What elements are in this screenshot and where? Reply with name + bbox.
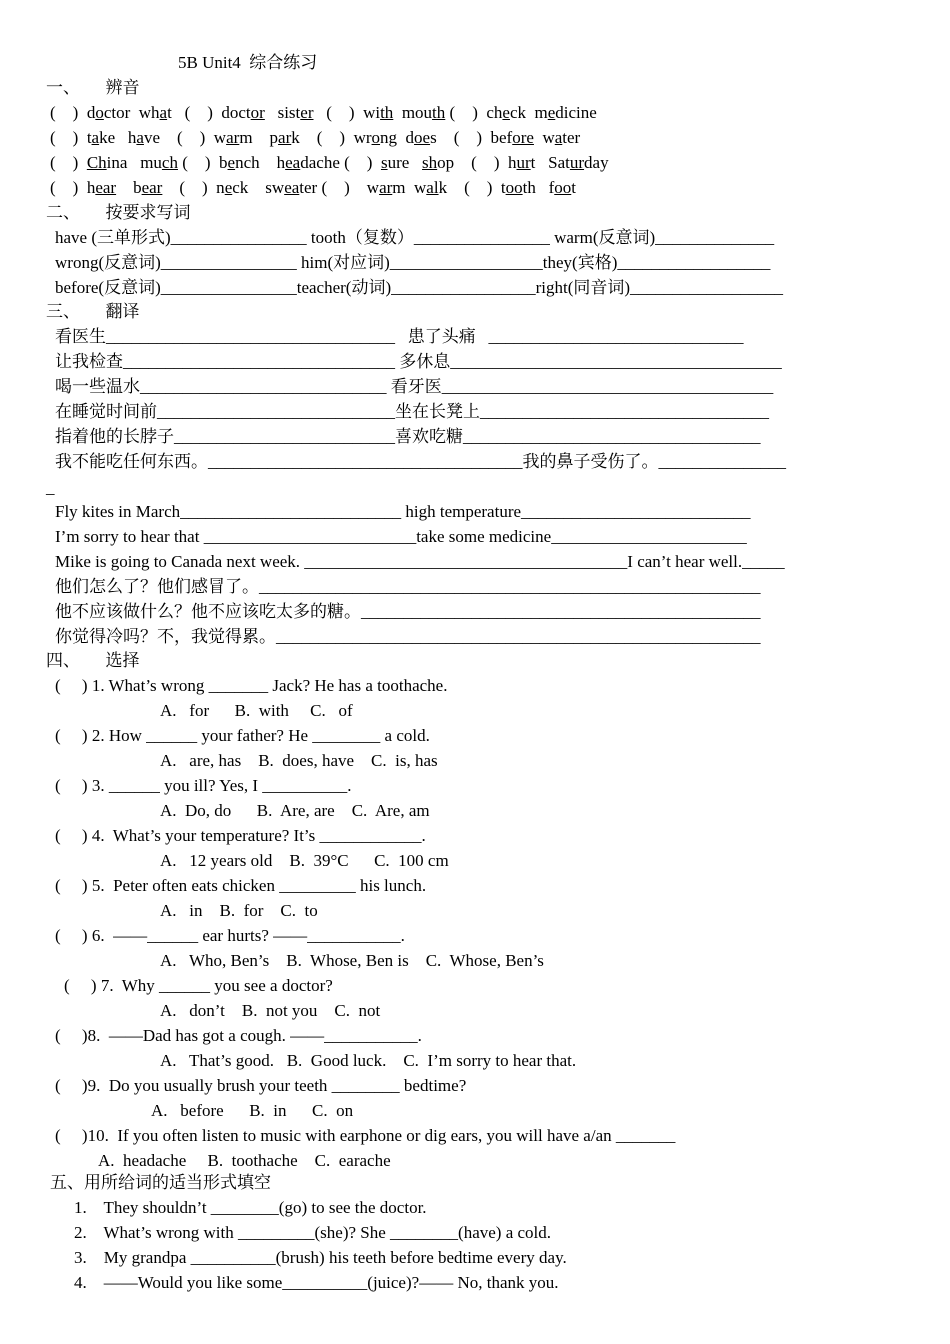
underlined-letters: a [159,103,168,122]
translate-line: 他们怎么了？他们感冒了。___________________________________________________________ [55,577,761,596]
underlined-letters: ar [379,178,393,197]
translate-line: I’m sorry to hear that _________________________take some medicine_______________________ [55,527,747,546]
choice-options: A. don’t B. not you C. not [160,1001,381,1020]
section-heading-fill: 五、用所给词的适当形式填空 [50,1173,271,1192]
phonics-text: mou [393,103,433,122]
phonics-text: ( ) wi [313,103,381,122]
choice-question: ( ) 1. What’s wrong _______ Jack? He has a toothache. [55,676,448,695]
choice-options: A. That’s good. B. Good luck. C. I’m sorry to hear that. [160,1051,577,1070]
phonics-text: nch h [235,153,286,172]
phonics-text: k ( ) t [438,178,506,197]
phonics-text: ter ( ) w [299,178,380,197]
phonics-text: ina mu [106,153,162,172]
phonics-text: sist [264,103,301,122]
phonics-text: ctor wh [103,103,160,122]
translate-line: 喝一些温水_____________________________ 看牙医_______________________________________ [55,377,774,396]
underlined-letters: e [502,103,510,122]
underlined-letters: o [371,128,381,147]
phonics-text: w [533,128,555,147]
underlined-letters: sh [422,153,438,172]
phonics-line [50,102,597,124]
underlined-letters: ea [284,178,300,197]
fill-line: 2. What’s wrong with _________(she)? She ________(have) a cold. [74,1223,552,1242]
phonics-text: b [116,178,142,197]
choice-question: ( )8. ——Dad has got a cough. ——___________. [55,1026,422,1045]
worksheet-title: 5B Unit4 综合练习 [178,53,318,72]
translate-line: 在睡觉时间前____________________________坐在长凳上__________________________________ [55,402,769,421]
underlined-letters: er [300,103,314,122]
section-heading-write-words: 二、 按要求写词 [46,203,191,222]
underlined-letters: Ch [86,153,107,172]
phonics-text: k ( ) wr [291,128,372,147]
underlined-letters: ur [516,153,531,172]
phonics-text: dache ( ) [300,153,381,172]
choice-question: ( ) 5. Peter often eats chicken _________ his lunch. [55,876,427,895]
phonics-line [50,127,580,149]
underlined-letters: s [380,153,388,172]
translate-line: _ [46,478,55,497]
underlined-letters: a [91,128,100,147]
choice-options: A. 12 years old B. 39°C C. 100 cm [160,851,449,870]
choice-question: ( ) 7. Why ______ you see a doctor? [64,976,333,995]
underlined-letters: ea [285,153,301,172]
underlined-letters: ch [161,153,178,172]
underlined-letters: or [250,103,265,122]
write-word-line: have (三单形式)________________ tooth（复数）________________ warm(反意词)______________ [55,228,775,247]
section-heading-phonics: 一、 辨音 [46,78,140,97]
choice-options: A. before B. in C. on [151,1101,354,1120]
translate-line: 我不能吃任何东西。_____________________________________我的鼻子受伤了。_______________ [55,452,786,471]
underlined-letters: e [227,153,236,172]
translate-line: 让我检查________________________________ 多休息_______________________________________ [55,352,782,371]
section-heading-choice: 四、 选择 [46,651,140,670]
phonics-text: ( ) [50,153,87,172]
phonics-text: t [571,178,576,197]
underlined-letters: o [95,103,104,122]
underlined-letters: th [380,103,394,122]
fill-line: 3. My grandpa __________(brush) his teeth before bedtime every day. [74,1248,567,1267]
choice-question: ( ) 4. What’s your temperature? It’s ____________. [55,826,426,845]
translate-line: Mike is going to Canada next week. ______________________________________I can’t hear well._____ [55,552,785,571]
phonics-text: t Sat [530,153,570,172]
choice-options: A. headache B. toothache C. earache [98,1151,391,1170]
underlined-letters: a [554,128,563,147]
underlined-letters: ur [569,153,585,172]
underlined-letters: ear [95,178,117,197]
phonics-text: ( ) ch [445,103,503,122]
choice-question: ( )10. If you often listen to music with earphone or dig ears, you will have a/an _______ [55,1126,676,1145]
phonics-text: s ( ) bef [430,128,513,147]
phonics-line [50,177,576,199]
phonics-text: m p [239,128,279,147]
phonics-text: t ( ) doct [167,103,251,122]
underlined-letters: al [426,178,439,197]
underlined-letters: ar [226,128,240,147]
phonics-text: ( ) b [177,153,228,172]
phonics-text: ( ) t [50,128,92,147]
phonics-text: ure [387,153,423,172]
phonics-text: ve ( ) w [143,128,227,147]
choice-question: ( ) 2. How ______ your father? He ________ a cold. [55,726,430,745]
write-word-line: wrong(反意词)________________ him(对应词)__________________they(宾格)__________________ [55,253,771,272]
phonics-text: ng d [380,128,415,147]
phonics-text: th f [522,178,555,197]
underlined-letters: oe [414,128,431,147]
choice-options: A. Who, Ben’s B. Whose, Ben is C. Whose, Ben’s [160,951,544,970]
phonics-text: op ( ) h [437,153,517,172]
choice-question: ( )9. Do you usually brush your teeth ________ bedtime? [55,1076,467,1095]
translate-line: 他不应该做什么？他不应该吃太多的糖。_______________________________________________ [55,602,761,621]
phonics-text: ck m [509,103,548,122]
underlined-letters: oo [505,178,523,197]
underlined-letters: ore [512,128,534,147]
underlined-letters: a [136,128,144,147]
underlined-letters: th [432,103,446,122]
choice-options: A. in B. for C. to [160,901,318,920]
section-heading-translate: 三、 翻译 [46,302,140,321]
phonics-text: m w [392,178,427,197]
fill-line: 4. ——Would you like some__________(juice)?—— No, thank you. [74,1273,559,1292]
choice-options: A. Do, do B. Are, are C. Are, am [160,801,430,820]
phonics-text: ( ) n [162,178,225,197]
underlined-letters: e [224,178,233,197]
phonics-text: dicine [555,103,597,122]
phonics-text: ( ) d [50,103,96,122]
phonics-text: ke h [99,128,137,147]
fill-line: 1. They shouldn’t ________(go) to see the doctor. [74,1198,427,1217]
underlined-letters: ear [141,178,163,197]
phonics-text: ter [562,128,581,147]
translate-line: 你觉得冷吗？不，我觉得累。_________________________________________________________ [55,627,761,646]
underlined-letters: ar [278,128,292,147]
underlined-letters: oo [554,178,572,197]
choice-options: A. are, has B. does, have C. is, has [160,751,438,770]
phonics-text: ( ) h [50,178,96,197]
underlined-letters: e [547,103,556,122]
phonics-text: ck sw [232,178,285,197]
choice-question: ( ) 6. ——______ ear hurts? ——___________. [55,926,405,945]
phonics-line [50,152,609,174]
translate-line: Fly kites in March__________________________ high temperature___________________________ [55,502,751,521]
write-word-line: before(反意词)________________teacher(动词)_________________right(同音词)__________________ [55,278,784,297]
choice-options: A. for B. with C. of [160,701,353,720]
translate-line: 指着他的长脖子__________________________喜欢吃糖___________________________________ [55,427,761,446]
phonics-text: day [584,153,609,172]
choice-question: ( ) 3. ______ you ill? Yes, I __________. [55,776,352,795]
translate-line: 看医生__________________________________ 患了头痛 ______________________________ [55,327,744,346]
